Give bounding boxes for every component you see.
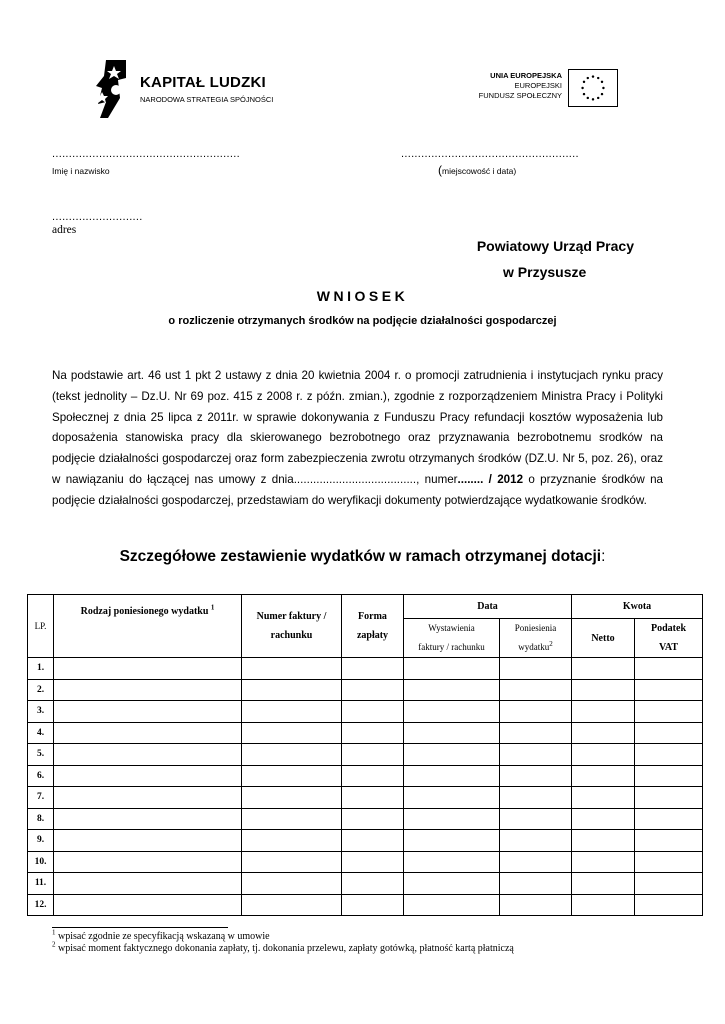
cell-netto[interactable] — [572, 808, 635, 830]
cell-forma[interactable] — [342, 787, 404, 809]
header-podatek — [635, 619, 703, 658]
cell-rodzaj[interactable] — [54, 851, 242, 873]
cell-numer[interactable] — [242, 679, 342, 701]
cell-lp: 7. — [28, 787, 54, 809]
cell-numer[interactable] — [242, 787, 342, 809]
section-title-colon: : — [601, 548, 606, 565]
cell-forma[interactable] — [342, 894, 404, 916]
cell-wystawienia[interactable] — [404, 873, 500, 895]
table-row — [28, 808, 703, 830]
cell-netto[interactable] — [572, 851, 635, 873]
cell-poniesienia[interactable] — [500, 658, 572, 680]
header-poniesienia-line2 — [500, 638, 571, 657]
cell-wystawienia[interactable] — [404, 894, 500, 916]
footnote-separator — [52, 927, 228, 928]
cell-podatek[interactable] — [635, 722, 703, 744]
header-rodzaj-text: Rodzaj poniesionego wydatku — [80, 606, 211, 617]
cell-rodzaj[interactable] — [54, 808, 242, 830]
cell-forma[interactable] — [342, 765, 404, 787]
eu-logo — [468, 69, 620, 111]
cell-netto[interactable] — [572, 830, 635, 852]
cell-netto[interactable] — [572, 722, 635, 744]
body-part1: Na podstawie art. 46 ust 1 pkt 2 ustawy z dnia 20 kwietnia 2004 r. o promocji zatrudnienia i instytucjach rynku pracy (tekst jednolity – Dz.U. Nr 69 poz. 415 z 2008 r. z późn. zmian.), zgodnie z rozporządzeniem Ministra Pracy i Polityki Społecznej z dnia 25 lipca z 2011r. w sprawie dokonywania z Funduszu Pracy refundacji kosztów wyposażenia lub doposażenia stanowiska pracy dla skierowanego bezrobotnego oraz przyznawania bezrobotnemu srodków na podjęcie działalności gospodarczej oraz form zabezpieczenia zwrotu otrzymanych środków (DZ.U. Nr 5, poz. 26), oraz w nawiązaniu do łączącej nas umowy z dnia......................................, numer — [52, 369, 663, 486]
cell-lp: 1. — [28, 658, 54, 680]
cell-podatek[interactable] — [635, 851, 703, 873]
cell-poniesienia[interactable] — [500, 787, 572, 809]
cell-lp: 9. — [28, 830, 54, 852]
eu-line1: UNIA EUROPEJSKA — [490, 71, 562, 80]
header-forma-line1: Forma — [358, 611, 387, 622]
table-row — [28, 873, 703, 895]
header-rodzaj-sup: 1 — [210, 603, 215, 612]
cell-forma[interactable] — [342, 851, 404, 873]
cell-forma[interactable] — [342, 830, 404, 852]
header-poniesienia — [500, 619, 572, 658]
cell-lp: 10. — [28, 851, 54, 873]
table-row — [28, 765, 703, 787]
cell-rodzaj[interactable] — [54, 722, 242, 744]
table-row — [28, 830, 703, 852]
cell-numer[interactable] — [242, 744, 342, 766]
table-body — [28, 658, 703, 916]
cell-numer[interactable] — [242, 808, 342, 830]
body-agreement-number: ........ / 2012 — [457, 472, 524, 486]
cell-wystawienia[interactable] — [404, 722, 500, 744]
cell-poniesienia[interactable] — [500, 873, 572, 895]
recipient-line1: Powiatowy Urząd Pracy — [476, 238, 634, 254]
cell-lp: 3. — [28, 701, 54, 723]
cell-lp: 2. — [28, 679, 54, 701]
footnote-1 — [52, 928, 270, 942]
cell-rodzaj[interactable] — [54, 679, 242, 701]
place-label-text: miejscowość i data) — [442, 166, 517, 176]
cell-wystawienia[interactable] — [404, 830, 500, 852]
header-row-1 — [28, 595, 703, 619]
footnote-1-text: wpisać zgodnie ze specyfikacją wskazaną w umowie — [55, 931, 270, 942]
cell-podatek[interactable] — [635, 787, 703, 809]
header-numer-line1: Numer faktury / — [256, 611, 327, 622]
cell-rodzaj[interactable] — [54, 701, 242, 723]
header-forma-line2: zapłaty — [356, 630, 389, 641]
cell-netto[interactable] — [572, 679, 635, 701]
body-part2: o przyznanie środków na podjęcie działalności gospodarczej, przedstawiam do weryfikacji dokumenty potwierdzające wydatkowanie środków. — [52, 472, 663, 507]
section-title — [0, 548, 725, 566]
eu-flag-icon — [568, 69, 618, 107]
cell-podatek[interactable] — [635, 873, 703, 895]
name-dots: ........................................................ — [52, 148, 240, 160]
cell-netto[interactable] — [572, 873, 635, 895]
expenses-table — [27, 594, 703, 916]
cell-poniesienia[interactable] — [500, 830, 572, 852]
cell-wystawienia[interactable] — [404, 679, 500, 701]
cell-poniesienia[interactable] — [500, 808, 572, 830]
eu-line3: FUNDUSZ SPOŁECZNY — [478, 91, 562, 100]
cell-lp: 5. — [28, 744, 54, 766]
cell-wystawienia[interactable] — [404, 658, 500, 680]
cell-rodzaj[interactable] — [54, 894, 242, 916]
cell-podatek[interactable] — [635, 744, 703, 766]
footnote-2-num: 2 — [52, 940, 56, 949]
cell-numer[interactable] — [242, 873, 342, 895]
cell-rodzaj[interactable] — [54, 744, 242, 766]
cell-netto[interactable] — [572, 658, 635, 680]
address-label: adres — [52, 224, 77, 236]
cell-forma[interactable] — [342, 722, 404, 744]
cell-podatek[interactable] — [635, 658, 703, 680]
cell-poniesienia[interactable] — [500, 765, 572, 787]
cell-forma[interactable] — [342, 873, 404, 895]
eu-text — [479, 71, 562, 101]
cell-podatek[interactable] — [635, 830, 703, 852]
cell-podatek[interactable] — [635, 679, 703, 701]
cell-podatek[interactable] — [635, 701, 703, 723]
footnote-2-text: wpisać moment faktycznego dokonania zapłaty, tj. dokonania przelewu, zapłaty gotówką, płatność kartą płatniczą — [55, 943, 514, 954]
table-row — [28, 894, 703, 916]
cell-rodzaj[interactable] — [54, 658, 242, 680]
cell-poniesienia[interactable] — [500, 894, 572, 916]
address-dots: ........................... — [52, 211, 143, 223]
table-row — [28, 701, 703, 723]
kapital-ludzki-logo — [92, 58, 274, 120]
cell-forma[interactable] — [342, 658, 404, 680]
cell-netto[interactable] — [572, 744, 635, 766]
cell-poniesienia[interactable] — [500, 679, 572, 701]
cell-forma[interactable] — [342, 679, 404, 701]
header-wystawienia-line1: Wystawienia — [428, 623, 475, 633]
cell-wystawienia[interactable] — [404, 787, 500, 809]
header-rodzaj — [54, 595, 242, 658]
eu-line2: EUROPEJSKI — [514, 81, 562, 90]
cell-rodzaj[interactable] — [54, 873, 242, 895]
table-row — [28, 658, 703, 680]
cell-rodzaj[interactable] — [54, 787, 242, 809]
cell-numer[interactable] — [242, 722, 342, 744]
cell-netto[interactable] — [572, 701, 635, 723]
place-label — [438, 163, 516, 177]
kapital-ludzki-subtitle: NARODOWA STRATEGIA SPÓJNOŚCI — [140, 95, 274, 104]
cell-netto[interactable] — [572, 787, 635, 809]
document-subtitle: o rozliczenie otrzymanych środków na podjęcie działalności gospodarczej — [168, 315, 557, 327]
header-poniesienia-line1: Poniesienia — [514, 623, 557, 633]
cell-lp: 8. — [28, 808, 54, 830]
header-numer-line2: rachunku — [270, 630, 313, 641]
header-podatek-line2: VAT — [658, 642, 679, 653]
header-poniesienia-sup: 2 — [549, 640, 553, 648]
recipient-line2: w Przysusze — [503, 264, 587, 280]
cell-podatek[interactable] — [635, 808, 703, 830]
cell-lp: 11. — [28, 873, 54, 895]
cell-numer[interactable] — [242, 894, 342, 916]
header-wystawienia-line2: faktury / rachunku — [418, 642, 485, 652]
cell-netto[interactable] — [572, 765, 635, 787]
table-row — [28, 744, 703, 766]
cell-rodzaj[interactable] — [54, 765, 242, 787]
cell-wystawienia[interactable] — [404, 765, 500, 787]
header-poniesienia-text: wydatku — [518, 642, 550, 652]
cell-numer[interactable] — [242, 658, 342, 680]
table-row — [28, 679, 703, 701]
header-podatek-line1: Podatek — [651, 623, 686, 634]
cell-podatek[interactable] — [635, 894, 703, 916]
header-forma — [342, 595, 404, 658]
body-paragraph — [52, 366, 663, 512]
table-row — [28, 722, 703, 744]
cell-rodzaj[interactable] — [54, 830, 242, 852]
table-row — [28, 851, 703, 873]
cell-poniesienia[interactable] — [500, 744, 572, 766]
footnote-2 — [52, 940, 514, 954]
cell-numer[interactable] — [242, 830, 342, 852]
header-wystawienia — [404, 619, 500, 658]
cell-numer[interactable] — [242, 765, 342, 787]
cell-wystawienia[interactable] — [404, 744, 500, 766]
cell-poniesienia[interactable] — [500, 851, 572, 873]
cell-wystawienia[interactable] — [404, 851, 500, 873]
header-numer — [242, 595, 342, 658]
cell-numer[interactable] — [242, 701, 342, 723]
header-netto: Netto — [572, 619, 635, 658]
cell-wystawienia[interactable] — [404, 701, 500, 723]
cell-podatek[interactable] — [635, 765, 703, 787]
table-row — [28, 787, 703, 809]
place-paren: ( — [438, 163, 442, 177]
section-title-text: Szczegółowe zestawienie wydatków w ramach otrzymanej dotacji — [119, 548, 602, 565]
header-data: Data — [404, 595, 572, 619]
header-lp: LP. — [28, 595, 54, 658]
cell-forma[interactable] — [342, 744, 404, 766]
header-kwota: Kwota — [572, 595, 703, 619]
cell-numer[interactable] — [242, 851, 342, 873]
cell-poniesienia[interactable] — [500, 722, 572, 744]
cell-lp: 6. — [28, 765, 54, 787]
document-title: WNIOSEK — [316, 288, 409, 304]
kapital-ludzki-title: KAPITAŁ LUDZKI — [140, 74, 266, 91]
name-label: Imię i nazwisko — [52, 166, 110, 176]
kapital-ludzki-emblem-icon — [92, 58, 134, 120]
cell-wystawienia[interactable] — [404, 808, 500, 830]
cell-poniesienia[interactable] — [500, 701, 572, 723]
footnote-1-num: 1 — [52, 928, 56, 937]
cell-netto[interactable] — [572, 894, 635, 916]
cell-lp: 4. — [28, 722, 54, 744]
cell-forma[interactable] — [342, 808, 404, 830]
place-dots: ..................................................... — [401, 148, 579, 160]
cell-lp: 12. — [28, 894, 54, 916]
cell-forma[interactable] — [342, 701, 404, 723]
